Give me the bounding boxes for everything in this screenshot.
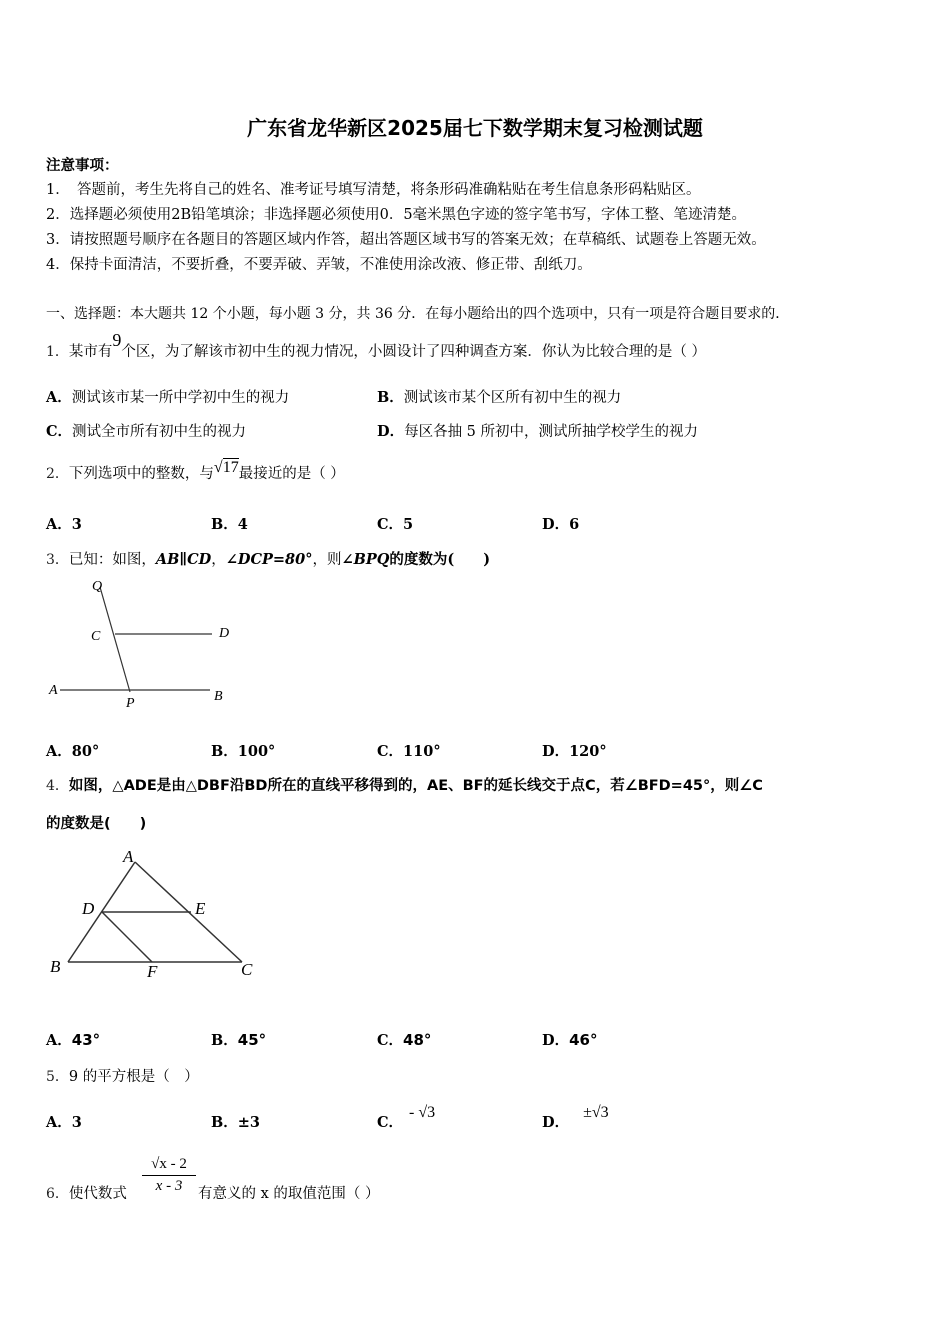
question-text-post: 个区，为了解该市初中生的视力情况，小圆设计了四种调查方案．你认为比较合理的是（ ） — [121, 344, 707, 360]
label-a: A — [49, 683, 58, 698]
q1-option-d[interactable]: D．每区各抽 5 所初中，测试所抽学校学生的视力 — [377, 423, 699, 440]
question-text-line2: 的度数是( ) — [46, 816, 147, 832]
figure-q3 — [44, 572, 244, 712]
section-heading: 一、选择题：本大题共 12 个小题，每小题 3 分，共 36 分．在每小题给出的四个选项中，只有一项是符合题目要求的． — [46, 306, 790, 322]
q4-option-c[interactable]: C．48° — [377, 1031, 432, 1049]
question-5 — [46, 1065, 199, 1086]
question-number: 3． — [46, 552, 69, 568]
question-6-post: 有意义的 x 的取值范围（ ） — [198, 1186, 380, 1202]
question-2 — [46, 459, 345, 483]
question-number: 2． — [46, 466, 69, 482]
question-text-line1: 如图，△ADE是由△DBF沿BD所在的直线平移得到的，AE、BF的延长线交于点C，若∠BFD=45°，则∠C — [68, 778, 763, 794]
plus-minus-sqrt-3: ±√3 — [583, 1104, 609, 1121]
q1-option-b[interactable]: B．测试该市某个区所有初中生的视力 — [377, 389, 622, 406]
q5-option-a[interactable]: A．3 — [46, 1114, 82, 1131]
math-nine: 9 — [112, 330, 122, 350]
q4-option-b[interactable]: B．45° — [211, 1031, 267, 1049]
label-d: D — [219, 626, 230, 641]
label-b: B — [214, 689, 223, 704]
notice-heading: 注意事项： — [46, 157, 119, 174]
q3-option-b[interactable]: B．100° — [211, 743, 276, 760]
q3-option-c[interactable]: C．110° — [377, 743, 441, 760]
figure-q4 — [44, 842, 274, 982]
notice-item-4: 4．保持卡面清洁，不要折叠，不要弄破、弄皱，不准使用涂改液、修正带、刮纸刀。 — [46, 257, 592, 273]
question-text-pre: 下列选项中的整数，与 — [68, 466, 214, 482]
question-number: 1． — [46, 344, 69, 360]
q2-option-d[interactable]: D．6 — [542, 516, 580, 533]
label-q: Q — [92, 579, 103, 594]
question-text-pre: 某市有 — [68, 344, 113, 360]
label-e: E — [195, 899, 206, 918]
question-text-post: 最接近的是（ ） — [238, 466, 345, 482]
sqrt-17: √17 — [213, 459, 239, 476]
label-c: C — [241, 960, 253, 979]
q4-option-a[interactable]: A．43° — [46, 1031, 101, 1049]
question-3: 3．已知：如图，AB∥CD，∠DCP=80°，则∠BPQ的度数为( ) — [46, 551, 491, 568]
label-c: C — [91, 629, 101, 644]
label-a: A — [123, 847, 134, 866]
question-text: 9 的平方根是（ ） — [68, 1069, 199, 1085]
q5-option-b[interactable]: B．±3 — [211, 1114, 261, 1131]
q5-option-c[interactable]: C．- √3 — [377, 1104, 436, 1131]
minus-sqrt-3: - √3 — [409, 1104, 436, 1121]
q5-option-d[interactable]: D．±√3 — [542, 1104, 609, 1131]
question-1 — [46, 330, 707, 361]
label-d: D — [82, 899, 95, 918]
q1-option-c[interactable]: C．测试全市所有初中生的视力 — [46, 423, 247, 440]
label-p: P — [126, 696, 135, 711]
angle-given: ∠DCP=80° — [225, 551, 313, 568]
q2-option-c[interactable]: C．5 — [377, 516, 414, 533]
q2-option-b[interactable]: B．4 — [211, 516, 248, 533]
parallel-statement: AB∥CD — [155, 551, 212, 568]
notice-item-3: 3．请按照题号顺序在各题目的答题区域内作答，超出答题区域书写的答案无效；在草稿纸、试题卷上答题无效。 — [46, 232, 766, 248]
fraction — [142, 1156, 196, 1195]
q3-option-a[interactable]: A．80° — [46, 743, 100, 760]
page-title: 广东省龙华新区2025届七下数学期末复习检测试题 — [247, 116, 703, 140]
question-number: 4． — [46, 778, 69, 794]
question-6: 6．使代数式 — [46, 1186, 127, 1202]
q3-option-d[interactable]: D．120° — [542, 743, 607, 760]
line-qp — [100, 587, 130, 692]
notice-item-1: 1． 答题前，考生先将自己的姓名、准考证号填写清楚，将条形码准确粘贴在考生信息条形码粘贴区。 — [46, 182, 701, 198]
question-number: 5． — [46, 1069, 69, 1085]
question-number: 6． — [46, 1186, 69, 1202]
segment-df — [102, 912, 152, 962]
label-f: F — [147, 962, 158, 981]
fraction-numerator: √x - 2 — [142, 1156, 196, 1176]
q4-option-d[interactable]: D．46° — [542, 1031, 598, 1049]
label-b: B — [50, 957, 61, 976]
angle-target: ∠BPQ — [341, 551, 390, 568]
question-4 — [46, 774, 763, 795]
fraction-denominator: x - 3 — [155, 1178, 183, 1194]
notice-item-2: 2．选择题必须使用2B铅笔填涂；非选择题必须使用0．5毫米黑色字迹的签字笔书写，字体工整、笔迹清楚。 — [46, 207, 747, 223]
q2-option-a[interactable]: A．3 — [46, 516, 82, 533]
q1-option-a[interactable]: A．测试该市某一所中学初中生的视力 — [46, 389, 290, 406]
